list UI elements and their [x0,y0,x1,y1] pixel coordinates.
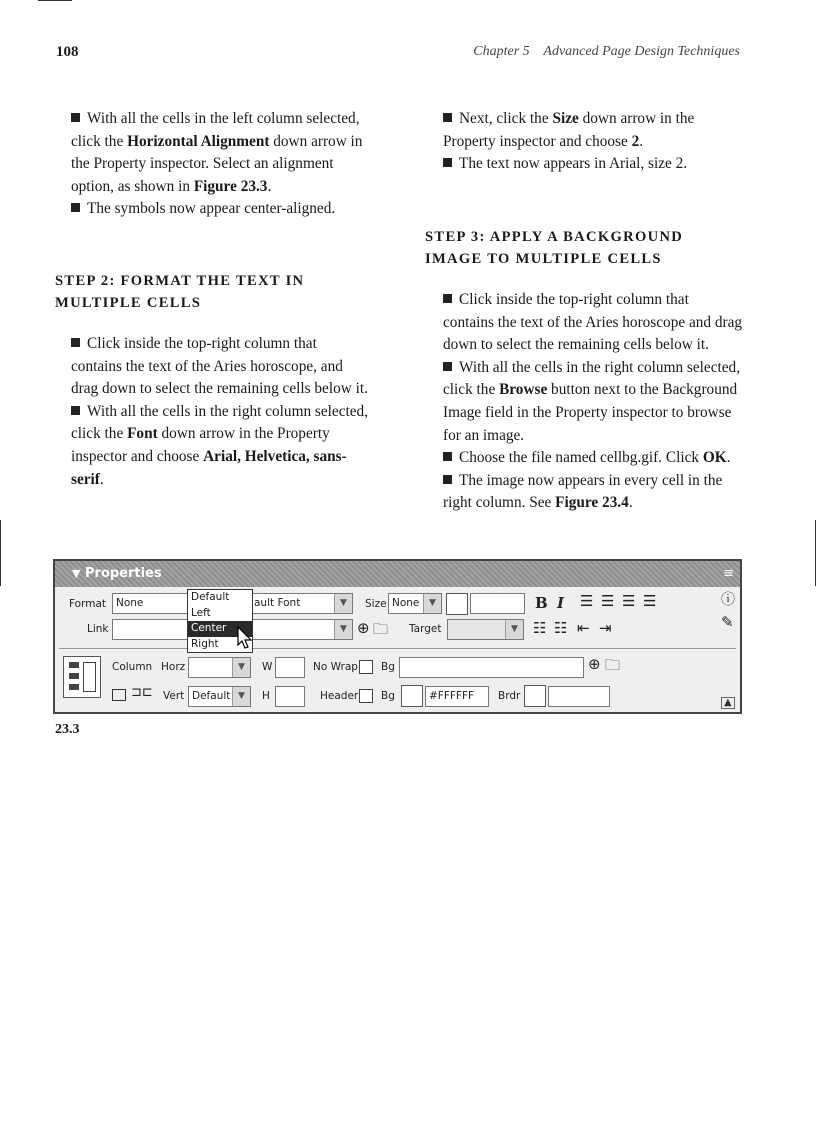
folder-icon[interactable]: 🗀 [373,620,389,638]
bg-color-label: Bg [381,690,395,702]
bullet-icon [443,113,452,122]
font-select[interactable]: ault Font ▼ [250,593,353,614]
figure-label: 23.3 [55,722,80,737]
help-icon[interactable]: ⓘ [721,592,735,608]
crop-mark [0,520,1,586]
right-para-1: Next, click the Size down arrow in the Property inspector and choose 2. [443,110,695,150]
w-label: W [262,661,273,673]
align-center-icon[interactable]: ☰ [601,592,615,610]
bg-color-swatch[interactable] [401,685,423,707]
unordered-list-icon[interactable]: ☷ [533,619,547,637]
size-select[interactable]: None ▼ [388,593,442,614]
right-para-2: The text now appears in Arial, size 2. [443,153,743,176]
bullet-icon [71,406,80,415]
options-menu-icon[interactable]: ≡ [723,566,734,581]
bullet-icon [443,452,452,461]
bg-image-label: Bg [381,661,395,673]
bold-icon[interactable]: B [535,594,548,612]
properties-panel [53,559,742,714]
left-para-4: With all the cells in the right column selected, click the Font down arrow in the Property inspector and choose Arial, Helvetica, sans-serif. [71,402,369,488]
brdr-label: Brdr [498,690,521,702]
size-label: Size [365,598,387,610]
indent-icon[interactable]: ⇥ [599,619,612,637]
bullet-icon [71,113,80,122]
chevron-down-icon: ▼ [232,687,250,706]
collapse-icon[interactable]: ▲ [721,697,735,709]
align-left-icon[interactable]: ☰ [580,592,594,610]
nowrap-checkbox[interactable] [359,660,373,674]
page-number: 108 [56,44,79,60]
outdent-icon[interactable]: ⇤ [577,619,590,637]
bg-color-field[interactable]: #FFFFFF [425,686,489,707]
vert-select[interactable]: Default ▼ [188,686,251,707]
format-select[interactable]: None [112,593,192,614]
width-field[interactable] [275,657,305,678]
chevron-down-icon: ▼ [334,594,352,613]
bullet-icon [443,362,452,371]
nowrap-label: No Wrap [313,661,358,673]
bg-image-field[interactable] [399,657,584,678]
italic-icon[interactable]: I [557,594,565,612]
horz-label: Horz [161,661,186,673]
chevron-down-icon: ▼ [505,620,523,639]
dropdown-option[interactable]: Right [191,637,219,650]
chapter-header: Chapter 5 Advanced Page Design Techniques [473,44,740,59]
merge-cells-icon[interactable] [112,689,126,701]
step3-heading: STEP 3: APPLY A BACKGROUND IMAGE TO MULTIPLE CELLS [425,229,684,267]
border-color-swatch[interactable] [524,685,546,707]
header-label: Header [320,690,359,702]
bullet-icon [443,294,452,303]
quick-tag-editor-icon[interactable]: ✎ [721,613,734,631]
table-cell-icon [63,656,101,698]
left-para-1: With all the cells in the left column selected, click the Horizontal Alignment down arrow in the Property inspector. Select an alignment option, as shown in Figure 23.3. [71,110,363,195]
link-label: Link [87,623,109,635]
properties-title: Properties [85,566,162,581]
chevron-down-icon: ▼ [334,620,352,639]
bullet-icon [443,475,452,484]
right-para-4: With all the cells in the right column selected, click the Browse button next to the Background Image field in the Property inspector to browse for an image. [443,358,741,444]
properties-titlebar[interactable] [55,561,740,587]
mouse-cursor-icon [237,626,253,650]
step2-heading: STEP 2: FORMAT THE TEXT IN MULTIPLE CELLS [55,273,305,311]
right-para-6: The image now appears in every cell in the right column. See Figure 23.4. [443,471,723,512]
left-para-2: The symbols now appear center-aligned. [71,198,371,221]
bullet-icon [71,338,80,347]
panel-divider [59,648,736,649]
right-para-3: Click inside the top-right column that contains the text of the Aries horoscope and drag down to select the remaining cells below it. [443,291,743,354]
target-label: Target [409,623,442,635]
h-label: H [262,690,270,702]
left-column-2 [71,333,371,491]
point-to-file-icon[interactable]: ⊕ [357,619,370,637]
ordered-list-icon[interactable]: ☷ [554,619,568,637]
bullet-icon [71,203,80,212]
chevron-down-icon: ▼ [423,594,441,613]
header-checkbox[interactable] [359,689,373,703]
text-color-field[interactable] [470,593,525,614]
right-column [443,108,743,176]
align-right-icon[interactable]: ☰ [622,592,636,610]
vert-label: Vert [163,690,185,702]
split-cells-icon[interactable]: ⊐⊏ [131,685,153,700]
column-label: Column [112,661,153,673]
chevron-down-icon: ▼ [232,658,250,677]
crop-mark [38,0,72,1]
horz-select[interactable] [188,657,251,678]
text-color-swatch[interactable] [446,593,468,615]
target-select[interactable] [447,619,524,640]
dropdown-option[interactable]: Left [191,606,211,619]
dropdown-option[interactable]: Default [191,591,230,603]
height-field[interactable] [275,686,305,707]
dropdown-option-selected[interactable]: Center [188,621,252,637]
left-para-3: Click inside the top-right column that contains the text of the Aries horoscope, and drag down to select the remaining cells below it. [71,335,368,398]
border-color-field[interactable] [548,686,610,707]
left-column [71,108,371,221]
expander-arrow-icon[interactable]: ▼ [72,567,81,580]
justify-icon[interactable]: ☰ [643,592,657,610]
right-para-5: Choose the file named cellbg.gif. Click OK. [443,447,743,470]
bullet-icon [443,158,452,167]
right-column-2 [443,289,743,515]
point-to-file-icon[interactable]: ⊕ [588,655,601,673]
format-label: Format [69,598,107,610]
browse-folder-icon[interactable]: 🗀 [605,656,621,674]
